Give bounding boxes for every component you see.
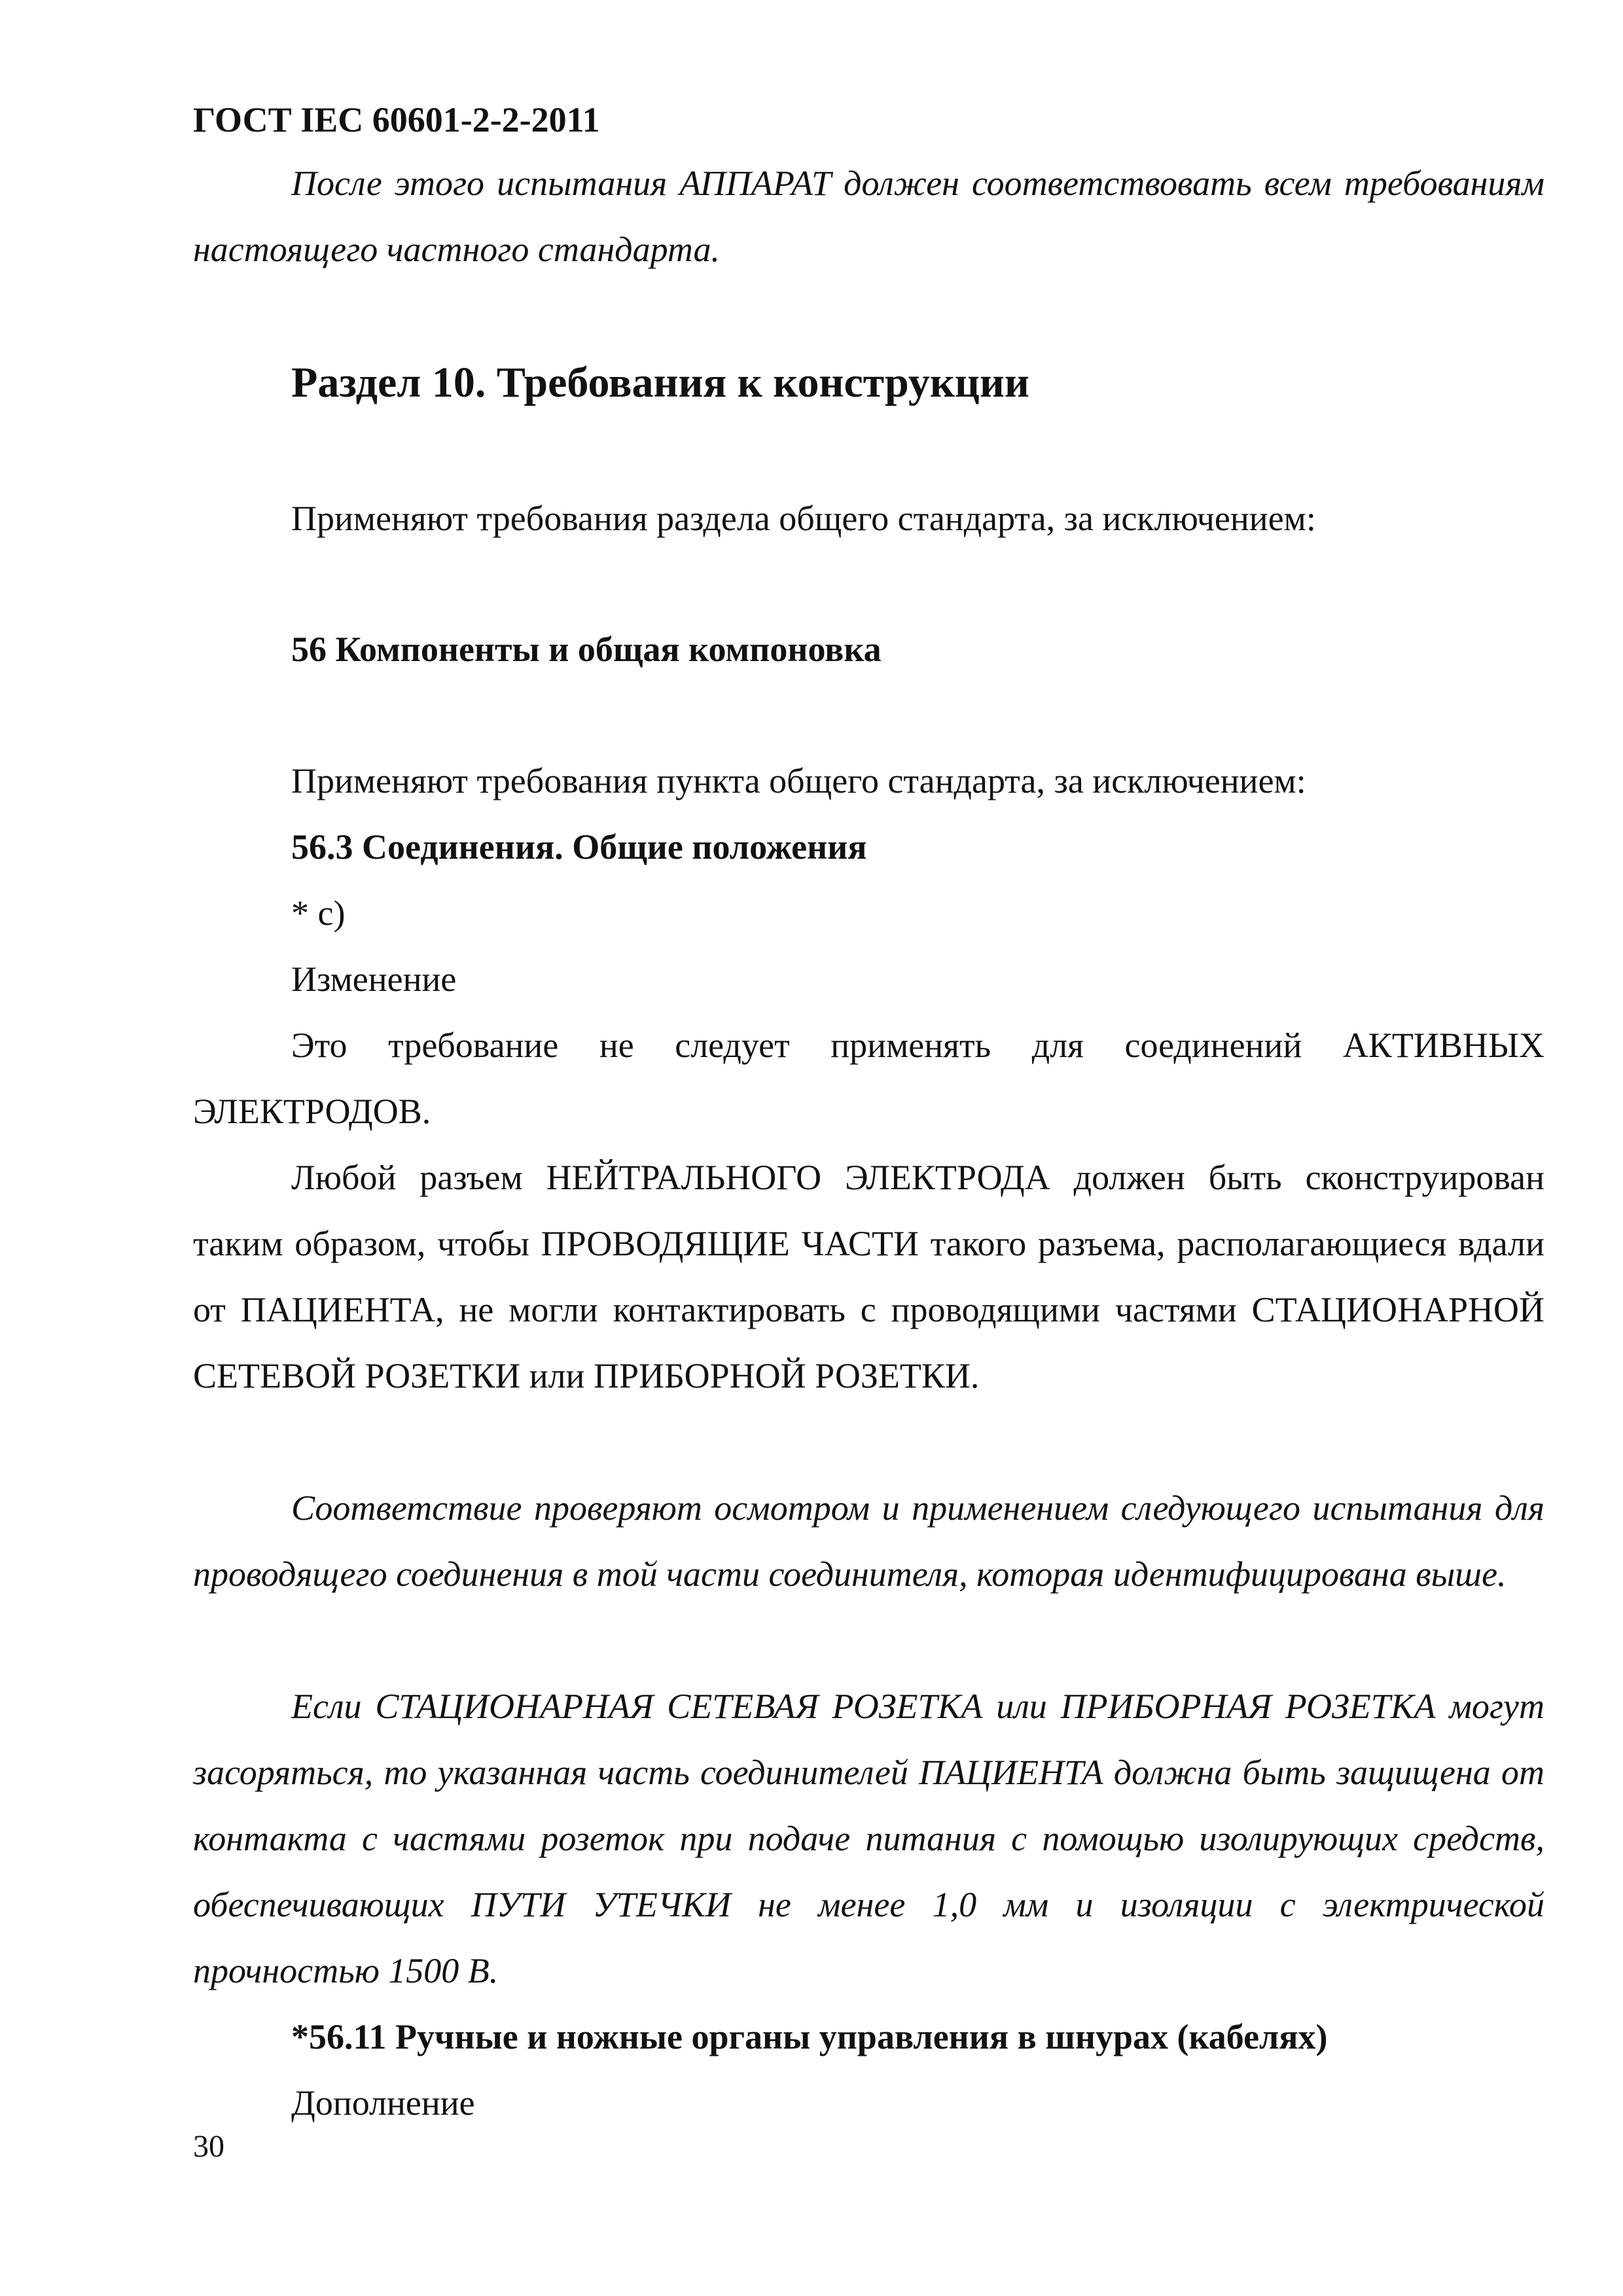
change-label: Изменение (291, 960, 457, 999)
clause-56-title: 56 Компоненты и общая компоновка (291, 630, 882, 669)
intro-paragraph: После этого испытания АППАРАТ должен соответствовать всем требованиям настоящего частного стандарта. (193, 164, 1544, 269)
active-electrodes-paragraph: Это требование не следует применять для соединений АКТИВНЫХ ЭЛЕКТРОДОВ. (193, 1026, 1544, 1131)
section-title: Раздел 10. Требования к конструкции (291, 359, 1029, 406)
clause-56-3-title: 56.3 Соединения. Общие положения (291, 827, 867, 867)
addition-label: Дополнение (291, 2083, 475, 2123)
clause-56-11-title: *56.11 Ручные и ножные органы управления в шнурах (кабелях) (291, 2017, 1328, 2056)
compliance-paragraph: Соответствие проверяют осмотром и применением следующего испытания для проводящего соединения в той части соединителя, которая идентифицирована выше. (193, 1488, 1544, 1594)
clause-56-applies-text: Применяют требования пункта общего стандарта, за исключением: (291, 761, 1306, 800)
standard-header: ГОСТ IEC 60601-2-2-2011 (193, 100, 600, 139)
clause-item-c: * с) (291, 893, 346, 933)
neutral-electrode-paragraph: Любой разъем НЕЙТРАЛЬНОГО ЭЛЕКТРОДА должен быть сконструирован таким образом, чтобы ПРОВОДЯЩИЕ ЧАСТИ такого разъема, располагающиеся вдали от ПАЦИЕНТА, не могли контактировать с проводящими частями СТАЦИОНАРНОЙ СЕТЕВОЙ РОЗЕТКИ или ПРИБОРНОЙ РОЗЕТКИ. (193, 1158, 1544, 1395)
test-paragraph: Если СТАЦИОНАРНАЯ СЕТЕВАЯ РОЗЕТКА или ПРИБОРНАЯ РОЗЕТКА могут засоряться, то указанная часть соединителей ПАЦИЕНТА должна быть защищена от контакта с частями розеток при подаче питания с помощью изолирующих средств, обеспечивающих ПУТИ УТЕЧКИ не менее 1,0 мм и изоляции с электрической прочностью 1500 В. (193, 1687, 1544, 1990)
section-applies-text: Применяют требования раздела общего стандарта, за исключением: (291, 499, 1316, 538)
page-number: 30 (193, 2129, 224, 2164)
